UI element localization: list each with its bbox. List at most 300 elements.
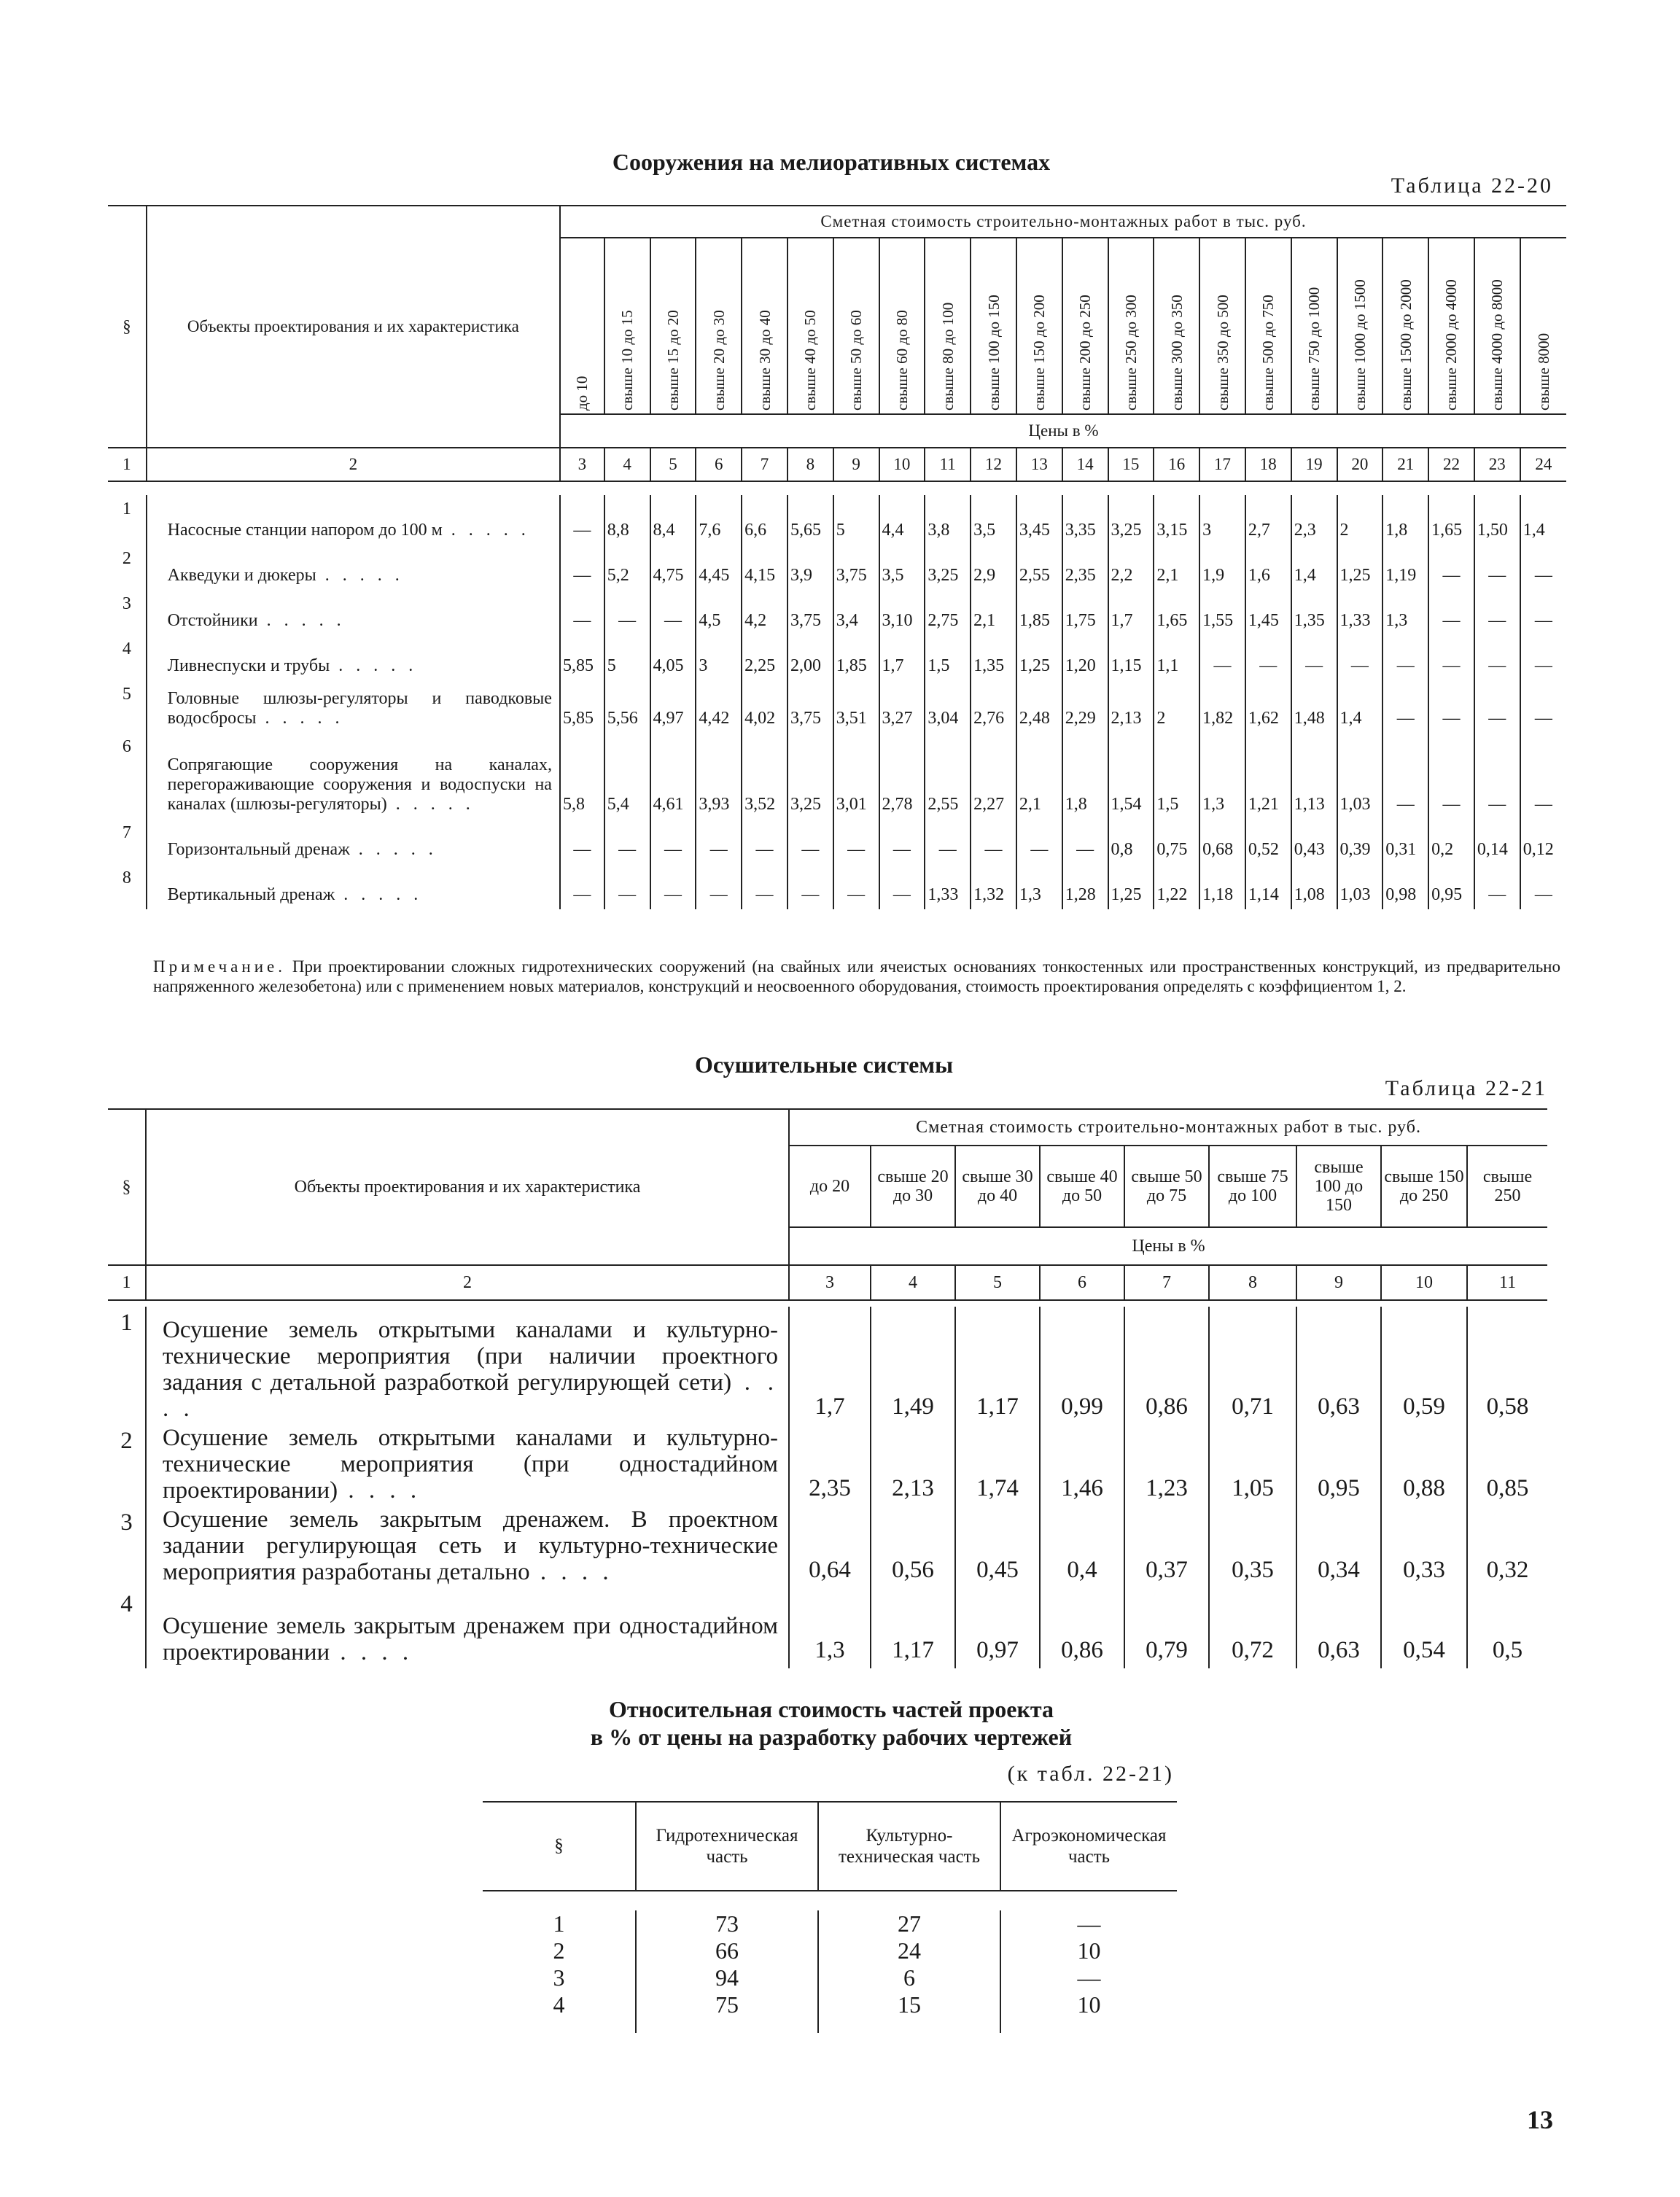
price-cell: 3,75 <box>788 680 833 733</box>
price-cell: 1,7 <box>789 1307 871 1425</box>
column-number: 21 <box>1382 448 1428 481</box>
section2-title: Осушительные системы <box>694 1051 954 1078</box>
bracket-label: свыше 300 до 350 <box>1167 295 1186 411</box>
bracket-label: свыше 20 до 30 <box>709 310 728 411</box>
price-cell: 5,65 <box>788 495 833 545</box>
price-cell: — <box>604 590 650 635</box>
price-cell: 1,82 <box>1199 680 1245 733</box>
column-number: 3 <box>789 1265 871 1300</box>
price-cell: — <box>1534 656 1552 675</box>
price-cell: — <box>833 864 879 909</box>
bracket-header <box>1199 238 1245 414</box>
price-cell: 1,14 <box>1245 864 1291 909</box>
price-cell: 1,03 <box>1337 864 1383 909</box>
row-object-text: Акведуки и дюкеры <box>167 566 316 585</box>
price-cell: — <box>1534 885 1552 904</box>
bracket-header: свыше 150 до 250 <box>1381 1146 1467 1227</box>
column-number: 15 <box>1108 448 1154 481</box>
price-cell: 0,98 <box>1382 864 1428 909</box>
price-cell: 0,35 <box>1209 1506 1296 1588</box>
table-row <box>108 819 1566 864</box>
price-cell: 1,17 <box>871 1588 955 1668</box>
bracket-header <box>1108 238 1154 414</box>
column-number: 9 <box>833 448 879 481</box>
table-row <box>108 495 1566 545</box>
price-cell: 4,61 <box>650 733 696 819</box>
price-cell: — <box>650 590 696 635</box>
col-header-agro: Агроэкономическая часть <box>1011 1826 1167 1867</box>
price-cell: 0,14 <box>1474 819 1520 864</box>
price-cell: 3,52 <box>742 733 788 819</box>
price-cell: 1,35 <box>971 635 1016 680</box>
price-cell: 4,45 <box>696 545 742 590</box>
price-cell: 0,99 <box>1040 1307 1124 1425</box>
column-number: 16 <box>1154 448 1199 481</box>
share-cell: 66 <box>636 1937 818 1964</box>
row-section-number: 2 <box>108 545 147 590</box>
row-object-name: Ливнеспуски и трубы . . . . . <box>147 635 560 680</box>
price-cell: 2,35 <box>789 1425 871 1506</box>
column-number: 14 <box>1062 448 1108 481</box>
price-cell: 2,2 <box>1108 545 1154 590</box>
share-cell: 24 <box>818 1937 1000 1964</box>
price-cell: 1,25 <box>1337 545 1383 590</box>
price-cell: 1,32 <box>971 864 1016 909</box>
price-cell: 0,56 <box>871 1506 955 1588</box>
table-row <box>483 1937 1177 1964</box>
price-cell: 0,97 <box>955 1588 1040 1668</box>
column-numbers-row <box>108 1265 1547 1300</box>
price-cell: 1,6 <box>1245 545 1291 590</box>
row-object-text: Насосные станции напором до 100 м <box>167 521 443 540</box>
price-cell: 0,54 <box>1381 1588 1467 1668</box>
price-cell: 1,45 <box>1245 590 1291 635</box>
price-cell: 5,8 <box>560 733 604 819</box>
price-cell: 3,35 <box>1062 495 1108 545</box>
price-cell: 0,86 <box>1124 1307 1209 1425</box>
price-cell: 0,58 <box>1486 1393 1529 1420</box>
share-cell: 10 <box>1077 1991 1101 2018</box>
price-cell: — <box>879 819 925 864</box>
price-cell: 3,93 <box>696 733 742 819</box>
price-cell: 2,25 <box>742 635 788 680</box>
price-cell: — <box>1382 680 1428 733</box>
bracket-header: до 20 <box>789 1146 871 1227</box>
group-header-cost: Сметная стоимость строительно-монтажных работ в тыс. руб. <box>789 1109 1547 1146</box>
bracket-header <box>696 238 742 414</box>
price-cell: — <box>696 864 742 909</box>
price-cell: 2,3 <box>1291 495 1337 545</box>
price-cell: — <box>1534 709 1552 728</box>
price-cell: 0,59 <box>1381 1307 1467 1425</box>
price-cell: 2,76 <box>971 680 1016 733</box>
price-cell: 1,25 <box>1016 635 1062 680</box>
price-cell: — <box>742 864 788 909</box>
row-object-text: Сопрягающие сооружения на каналах, перегораживающие сооружения и водоспуски на каналах (шлюзы-регуляторы) <box>167 755 552 814</box>
price-cell: — <box>1428 680 1474 733</box>
price-cell: 2,55 <box>925 733 971 819</box>
price-cell: 1,3 <box>1199 733 1245 819</box>
price-cell: 3 <box>1199 495 1245 545</box>
price-cell: 0,33 <box>1381 1506 1467 1588</box>
bracket-header <box>650 238 696 414</box>
price-cell: 4,02 <box>742 680 788 733</box>
price-cell: 1,33 <box>1337 590 1383 635</box>
bracket-header <box>1382 238 1428 414</box>
price-cell: 0,45 <box>955 1506 1040 1588</box>
col-header-culture: Культурно-техническая часть <box>818 1802 1000 1891</box>
column-number: 19 <box>1291 448 1337 481</box>
bracket-header <box>1337 238 1383 414</box>
price-cell: 0,2 <box>1428 819 1474 864</box>
table-row <box>483 1964 1177 1991</box>
table-row <box>108 1506 1547 1588</box>
price-cell: 1,03 <box>1337 733 1383 819</box>
column-number: 1 <box>108 448 147 481</box>
price-cell: 1,3 <box>789 1588 871 1668</box>
price-cell: 0,52 <box>1245 819 1291 864</box>
price-cell: — <box>560 495 604 545</box>
price-cell: 1,18 <box>1199 864 1245 909</box>
prices-header: Цены в % <box>1132 1236 1205 1256</box>
price-cell: 1,19 <box>1382 545 1428 590</box>
bracket-header <box>1291 238 1337 414</box>
row-section-number: 1 <box>108 1307 146 1425</box>
price-cell: — <box>560 590 604 635</box>
price-cell: — <box>1291 635 1337 680</box>
price-cell: 1,65 <box>1154 590 1199 635</box>
section1-title: Сооружения на мелиоративных системах <box>612 149 1051 175</box>
price-cell: 0,34 <box>1296 1506 1381 1588</box>
price-cell: 3,25 <box>925 545 971 590</box>
row-object-text: Осушение земель открытыми каналами и культурно-технические мероприятия (при одностадийном проектировании) <box>163 1425 778 1504</box>
price-cell: 3,75 <box>833 545 879 590</box>
price-cell: — <box>1534 566 1552 585</box>
bracket-header <box>1474 238 1520 414</box>
bracket-label: свыше 4000 до 8000 <box>1488 279 1506 411</box>
price-cell: 2 <box>1337 495 1383 545</box>
price-cell: 5 <box>833 495 879 545</box>
bracket-label: свыше 60 до 80 <box>892 310 911 411</box>
bracket-label: свыше 750 до 1000 <box>1305 287 1323 411</box>
price-cell: 7,6 <box>696 495 742 545</box>
row-object-text: Вертикальный дренаж <box>167 885 335 904</box>
bracket-header <box>971 238 1016 414</box>
column-number: 20 <box>1337 448 1383 481</box>
row-section-number: 8 <box>108 864 147 909</box>
row-section-number: 3 <box>483 1964 636 1991</box>
price-cell: — <box>1474 545 1520 590</box>
column-numbers-row <box>108 448 1566 481</box>
price-cell: 3,25 <box>788 733 833 819</box>
price-cell: 1,62 <box>1245 680 1291 733</box>
price-cell: 0,8 <box>1108 819 1154 864</box>
price-cell: 2,9 <box>971 545 1016 590</box>
section3-title-line1: Относительная стоимость частей проекта <box>609 1696 1054 1722</box>
row-section-number: 4 <box>483 1991 636 2018</box>
price-cell: 3,25 <box>1108 495 1154 545</box>
price-cell: 3,4 <box>833 590 879 635</box>
column-number: 12 <box>971 448 1016 481</box>
table-22-21 <box>108 1108 1547 1668</box>
price-cell: — <box>1534 611 1552 630</box>
price-cell: 1,5 <box>925 635 971 680</box>
price-cell: — <box>604 819 650 864</box>
table-22-20-note <box>153 957 1560 996</box>
bracket-label: свыше 2000 до 4000 <box>1442 279 1461 411</box>
table-row <box>108 545 1566 590</box>
row-section-number: 1 <box>483 1910 636 1937</box>
row-section-number: 2 <box>108 1425 146 1506</box>
price-cell: 2,1 <box>971 590 1016 635</box>
price-cell: — <box>650 819 696 864</box>
price-cell: 1,4 <box>1291 545 1337 590</box>
price-cell: 1,75 <box>1062 590 1108 635</box>
price-cell: 1,85 <box>1016 590 1062 635</box>
price-cell: 5,2 <box>604 545 650 590</box>
price-cell: 3,27 <box>879 680 925 733</box>
price-cell: 1,9 <box>1199 545 1245 590</box>
price-cell: 2,7 <box>1245 495 1291 545</box>
table-22-20 <box>108 205 1566 909</box>
share-cell: 27 <box>818 1910 1000 1937</box>
price-cell: 2,1 <box>1154 545 1199 590</box>
column-number: 7 <box>742 448 788 481</box>
price-cell: — <box>1474 733 1520 819</box>
bracket-label: свыше 350 до 500 <box>1213 295 1232 411</box>
table-parts-share <box>483 1801 1177 2033</box>
bracket-header <box>925 238 971 414</box>
price-cell: 2,75 <box>925 590 971 635</box>
row-object-name: Головные шлюзы-регуляторы и паводковые водосбросы . . . . . <box>147 680 560 733</box>
share-cell: 94 <box>636 1964 818 1991</box>
bracket-header: свыше 75 до 100 <box>1209 1146 1296 1227</box>
price-cell: — <box>1474 864 1520 909</box>
row-section-number: 1 <box>108 495 147 545</box>
table-row <box>483 1910 1177 1937</box>
bracket-label: свыше 8000 <box>1534 333 1552 411</box>
price-cell: 1,55 <box>1199 590 1245 635</box>
price-cell: 0,4 <box>1040 1506 1124 1588</box>
price-cell: 3,45 <box>1016 495 1062 545</box>
price-cell: 1,20 <box>1062 635 1108 680</box>
price-cell: 1,4 <box>1337 680 1383 733</box>
price-cell: — <box>1474 590 1520 635</box>
column-number: 18 <box>1245 448 1291 481</box>
column-number: 2 <box>146 1265 789 1300</box>
price-cell: 1,7 <box>1108 590 1154 635</box>
bracket-header <box>1062 238 1108 414</box>
row-object-text: Отстойники <box>167 611 258 630</box>
table-row <box>108 590 1566 635</box>
price-cell: 0,32 <box>1486 1557 1529 1583</box>
column-number: 6 <box>696 448 742 481</box>
price-cell: 5,85 <box>560 635 604 680</box>
price-cell: — <box>1016 819 1062 864</box>
column-number: 5 <box>955 1265 1040 1300</box>
bracket-header: свыше 50 до 75 <box>1124 1146 1209 1227</box>
group-header-cost: Сметная стоимость строительно-монтажных работ в тыс. руб. <box>560 206 1566 238</box>
bracket-header: свыше 40 до 50 <box>1040 1146 1124 1227</box>
share-cell: — <box>1077 1964 1101 1991</box>
bracket-header <box>1520 238 1566 414</box>
price-cell: 1,15 <box>1108 635 1154 680</box>
bracket-label: свыше 150 до 200 <box>1030 295 1049 411</box>
price-cell: — <box>1428 545 1474 590</box>
row-section-number: 4 <box>108 635 147 680</box>
row-section-number: 4 <box>108 1588 146 1668</box>
price-cell: — <box>1428 590 1474 635</box>
row-section-number: 6 <box>108 733 147 819</box>
price-cell: 2,00 <box>788 635 833 680</box>
table-row <box>108 1425 1547 1506</box>
price-cell: 5,85 <box>560 680 604 733</box>
price-cell: 0,63 <box>1296 1307 1381 1425</box>
price-cell: 4,5 <box>696 590 742 635</box>
bracket-header <box>1245 238 1291 414</box>
price-cell: — <box>1199 635 1245 680</box>
price-cell: 3,9 <box>788 545 833 590</box>
price-cell: 1,08 <box>1291 864 1337 909</box>
column-number: 8 <box>788 448 833 481</box>
note-lead: Примечание. <box>153 957 286 976</box>
price-cell: — <box>604 864 650 909</box>
price-cell: 2,78 <box>879 733 925 819</box>
price-cell: — <box>1474 635 1520 680</box>
price-cell: 3 <box>696 635 742 680</box>
price-cell: 0,95 <box>1428 864 1474 909</box>
bracket-label: свыше 200 до 250 <box>1076 295 1094 411</box>
bracket-header <box>742 238 788 414</box>
price-cell: 2,27 <box>971 733 1016 819</box>
price-cell: 2,29 <box>1062 680 1108 733</box>
price-cell: 4,42 <box>696 680 742 733</box>
row-object-name: Сопрягающие сооружения на каналах, перегораживающие сооружения и водоспуски на каналах (шлюзы-регуляторы) . . . . . <box>147 733 560 819</box>
price-cell: 5,56 <box>604 680 650 733</box>
price-cell: 0,5 <box>1492 1637 1523 1663</box>
price-cell: 3,01 <box>833 733 879 819</box>
column-number: 9 <box>1296 1265 1381 1300</box>
price-cell: 0,88 <box>1381 1425 1467 1506</box>
col-header-section: § <box>108 1109 146 1265</box>
price-cell: 1,1 <box>1154 635 1199 680</box>
table-row <box>108 733 1566 819</box>
row-section-number: 3 <box>108 590 147 635</box>
price-cell: 1,54 <box>1108 733 1154 819</box>
table-22-20-label: Таблица 22-20 <box>1391 174 1553 198</box>
share-cell: 10 <box>1077 1937 1101 1964</box>
price-cell: 0,12 <box>1522 840 1554 859</box>
price-cell: 5 <box>604 635 650 680</box>
column-number: 11 <box>925 448 971 481</box>
column-number: 11 <box>1498 1272 1517 1292</box>
price-cell: 8,8 <box>604 495 650 545</box>
col-header-object: Объекты проектирования и их характеристика <box>146 1109 789 1265</box>
price-cell: 1,21 <box>1245 733 1291 819</box>
share-cell: 6 <box>818 1964 1000 1991</box>
price-cell: 3,75 <box>788 590 833 635</box>
price-cell: — <box>742 819 788 864</box>
row-object-name: Вертикальный дренаж . . . . . <box>147 864 560 909</box>
bracket-label: свыше 30 до 40 <box>755 310 774 411</box>
price-cell: 4,97 <box>650 680 696 733</box>
price-cell: 1,50 <box>1474 495 1520 545</box>
price-cell: 2,1 <box>1016 733 1062 819</box>
price-cell: 1,5 <box>1154 733 1199 819</box>
price-cell: 1,23 <box>1124 1425 1209 1506</box>
bracket-header <box>1016 238 1062 414</box>
price-cell: 1,13 <box>1291 733 1337 819</box>
bracket-label: свыше 250 до 300 <box>1121 295 1140 411</box>
row-object-text: Осушение земель закрытым дренажем при одностадийном проектировании <box>163 1613 778 1665</box>
row-section-number: 2 <box>483 1937 636 1964</box>
bracket-header <box>788 238 833 414</box>
price-cell: 0,75 <box>1154 819 1199 864</box>
price-cell: 0,31 <box>1382 819 1428 864</box>
price-cell: 1,85 <box>833 635 879 680</box>
row-object-name: Отстойники . . . . . <box>147 590 560 635</box>
price-cell: 1,33 <box>925 864 971 909</box>
share-cell: 73 <box>636 1910 818 1937</box>
bracket-header: свыше 100 до 150 <box>1296 1146 1381 1227</box>
bracket-label: свыше 80 до 100 <box>938 302 957 411</box>
price-cell: 6,6 <box>742 495 788 545</box>
price-cell: 4,75 <box>650 545 696 590</box>
bracket-label: свыше 1000 до 1500 <box>1350 279 1369 411</box>
bracket-header <box>1428 238 1474 414</box>
price-cell: 0,71 <box>1209 1307 1296 1425</box>
price-cell: 0,86 <box>1040 1588 1124 1668</box>
price-cell: 1,46 <box>1040 1425 1124 1506</box>
price-cell: 0,79 <box>1124 1588 1209 1668</box>
bracket-header: свыше 30 до 40 <box>955 1146 1040 1227</box>
column-number: 3 <box>560 448 604 481</box>
price-cell: 4,15 <box>742 545 788 590</box>
price-cell: 1,65 <box>1428 495 1474 545</box>
bracket-label: свыше 500 до 750 <box>1259 295 1278 411</box>
price-cell: 1,22 <box>1154 864 1199 909</box>
price-cell: — <box>650 864 696 909</box>
table-row <box>108 1588 1547 1668</box>
price-cell: 3,5 <box>879 545 925 590</box>
column-number: 7 <box>1124 1265 1209 1300</box>
col-header-object: Объекты проектирования и их характеристика <box>147 206 560 448</box>
price-cell: — <box>971 819 1016 864</box>
price-cell: 0,39 <box>1337 819 1383 864</box>
column-number: 17 <box>1199 448 1245 481</box>
price-cell: — <box>1245 635 1291 680</box>
bracket-header: свыше 250 <box>1482 1167 1533 1205</box>
price-cell: 8,4 <box>650 495 696 545</box>
price-cell: — <box>1382 733 1428 819</box>
table-row <box>483 1991 1177 2018</box>
bracket-header <box>833 238 879 414</box>
price-cell: 1,48 <box>1291 680 1337 733</box>
price-cell: 2,55 <box>1016 545 1062 590</box>
column-number: 4 <box>604 448 650 481</box>
row-object-text: Головные шлюзы-регуляторы и паводковые водосбросы <box>167 689 552 728</box>
section3-title-line2: в % от цены на разработку рабочих чертежей <box>590 1724 1073 1750</box>
table-row <box>108 864 1566 909</box>
row-section-number: 5 <box>108 680 147 733</box>
bracket-header <box>604 238 650 414</box>
price-cell: 3,04 <box>925 680 971 733</box>
table-22-21-label: Таблица 22-21 <box>1385 1076 1547 1100</box>
bracket-label: свыше 10 до 15 <box>618 310 637 411</box>
price-cell: — <box>1474 680 1520 733</box>
price-cell: — <box>925 819 971 864</box>
row-object-text: Осушение земель закрытым дренажем. В проектном задании регулирующая сеть и культурно-технические мероприятия разработаны детально <box>163 1506 778 1585</box>
